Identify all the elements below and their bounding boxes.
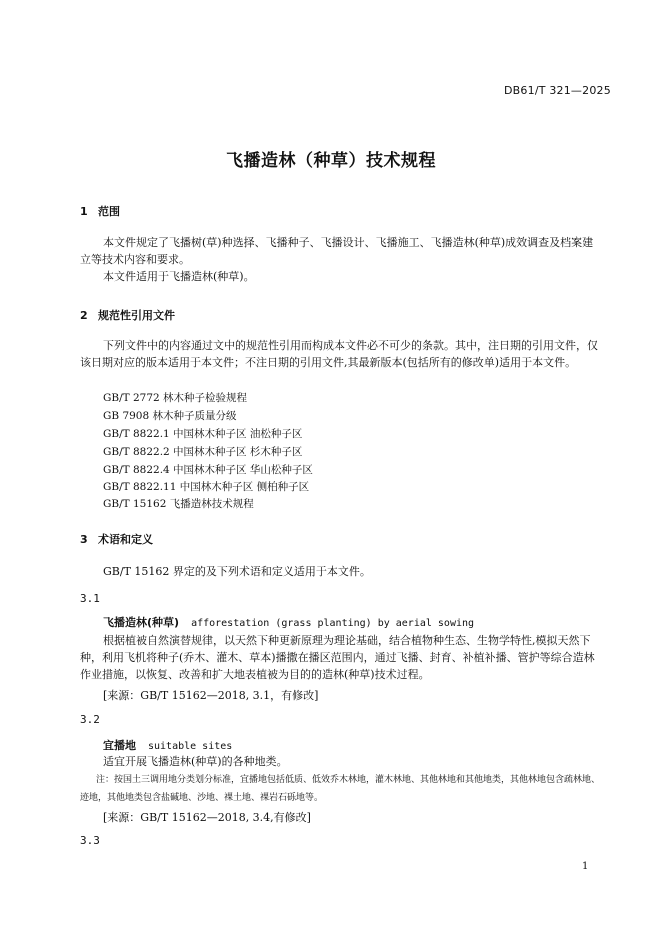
term-source: [来源：GB/T 15162—2018, 3.4,有修改] (103, 811, 311, 824)
paragraph: 本文件规定了飞播树(草)种选择、飞播种子、飞播设计、飞播施工、飞播造林(种草)成效调查及档案建立等技术内容和要求。 (80, 236, 594, 266)
section-number: 2 (80, 309, 88, 322)
term-definition: 根据植被自然演替规律，以天然下种更新原理为理论基础，结合植物种生态、生物学特性,模拟天然下种，利用飞机将种子(乔木、灌木、草本)播撒在播区范围内，通过飞播、封育、补植补播、管护等综合造林作业措施，以恢复、改善和扩大地表植被为目的的造林(种草)技术过程。 (80, 634, 595, 681)
section-heading-1 (80, 203, 120, 219)
term-source: [来源：GB/T 15162—2018, 3.1，有修改] (103, 689, 319, 702)
page-number: 1 (582, 861, 589, 872)
term-name: 宜播地 (103, 739, 136, 752)
section-title: 范围 (98, 205, 120, 218)
term-definition: 适宜开展飞播造林(种草)的各种地类。 (103, 755, 288, 768)
reference-item: GB/T 8822.2 中国林木种子区 杉木种子区 (103, 446, 303, 458)
reference-item: GB/T 8822.1 中国林木种子区 油松种子区 (103, 428, 303, 440)
page-title: 飞播造林（种草）技术规程 (226, 151, 436, 171)
section-number: 1 (80, 205, 88, 218)
reference-item: GB/T 2772 林木种子检验规程 (103, 392, 248, 404)
section-title: 规范性引用文件 (98, 309, 175, 322)
term-number: 3.2 (80, 713, 100, 726)
paragraph: GB/T 15162 界定的及下列术语和定义适用于本文件。 (103, 565, 371, 578)
standard-id: DB61/T 321—2025 (504, 84, 611, 97)
section-title: 术语和定义 (98, 533, 153, 546)
term-name: 飞播造林(种草) (103, 616, 180, 629)
reference-item: GB/T 15162 飞播造林技术规程 (103, 498, 254, 510)
section-heading-3 (80, 531, 153, 547)
term-entry (103, 614, 474, 630)
paragraph: 下列文件中的内容通过文中的规范性引用而构成本文件必不可少的条款。其中，注日期的引用文件，仅该日期对应的版本适用于本文件；不注日期的引用文件,其最新版本(包括所有的修改单)适用于本文件。 (80, 339, 598, 369)
term-note: 注：按国土三调用地分类划分标准，宜播地包括低质、低效乔木林地，灌木林地、其他林地和其他地类，其他林地包含疏林地、迹地，其他地类包含盐碱地、沙地、裸土地、裸岩石砾地等。 (80, 775, 601, 803)
section-heading-2 (80, 307, 175, 323)
term-number: 3.1 (80, 592, 100, 605)
term-english: afforestation (grass planting) by aerial sowing (191, 618, 475, 629)
term-entry (103, 737, 232, 753)
section-number: 3 (80, 533, 88, 546)
paragraph: 本文件适用于飞播造林(种草)。 (103, 270, 255, 283)
reference-item: GB/T 8822.4 中国林木种子区 华山松种子区 (103, 464, 313, 476)
term-english: suitable sites (148, 741, 233, 752)
term-number: 3.3 (80, 834, 100, 847)
reference-item: GB 7908 林木种子质量分级 (103, 410, 237, 422)
reference-item: GB/T 8822.11 中国林木种子区 侧柏种子区 (103, 481, 310, 493)
